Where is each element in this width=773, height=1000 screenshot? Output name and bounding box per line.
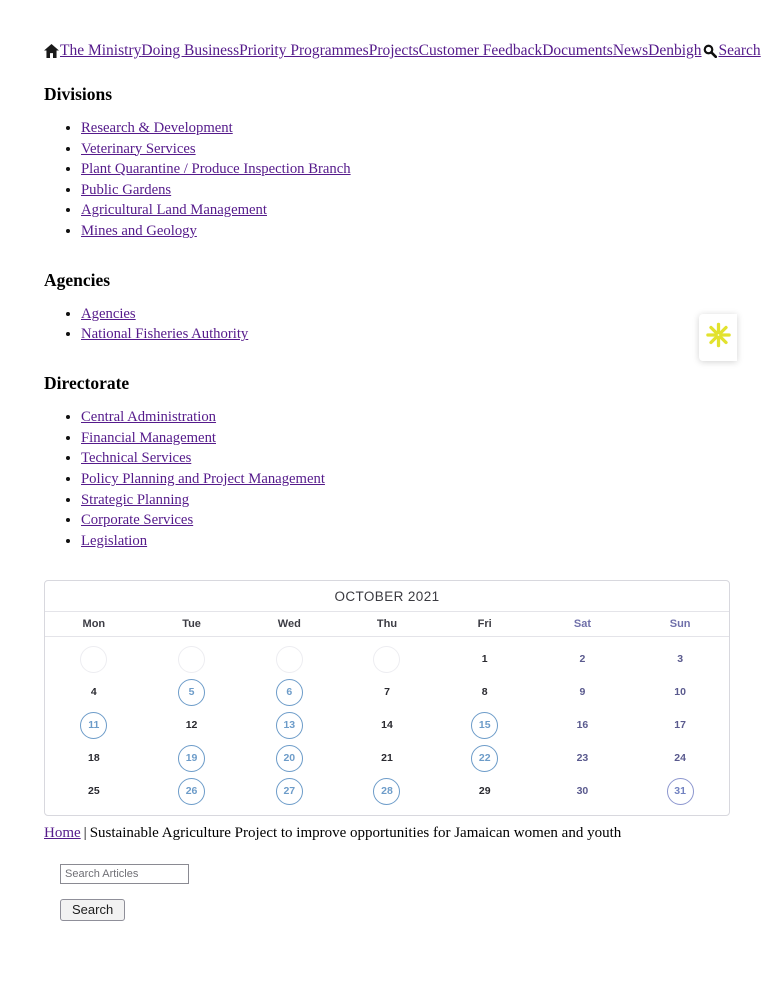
nav-link-projects[interactable]: Projects — [368, 42, 419, 59]
list-item — [81, 223, 730, 240]
calendar-day-25: 25 — [88, 785, 100, 798]
sections — [44, 84, 730, 550]
calendar-cell — [338, 709, 436, 742]
calendar-day-7: 7 — [384, 686, 390, 699]
calendar-day-9: 9 — [579, 686, 586, 699]
calendar-cell — [240, 709, 338, 742]
calendar-cell — [240, 742, 338, 775]
calendar-day-4: 4 — [90, 686, 97, 699]
link-technical-services[interactable]: Technical Services — [81, 450, 192, 467]
link-policy-planning-and-project-management[interactable]: Policy Planning and Project Management — [81, 471, 325, 488]
calendar-cell — [631, 709, 729, 742]
nav-search-label: Search — [718, 42, 761, 59]
calendar-cell — [631, 775, 729, 808]
calendar-day-23: 23 — [576, 752, 589, 765]
calendar-day-10: 10 — [674, 686, 686, 699]
weekday-thu: Thu — [376, 617, 398, 630]
breadcrumb — [44, 825, 730, 842]
list-item — [81, 120, 730, 137]
search-icon — [703, 44, 717, 58]
section-title-divisions: Divisions — [44, 84, 113, 104]
calendar-cell — [436, 709, 534, 742]
calendar-cell — [534, 676, 632, 709]
calendar-day-event-26[interactable]: 26 — [178, 778, 205, 805]
breadcrumb-home-link[interactable]: Home — [44, 824, 81, 841]
calendar-cell — [436, 775, 534, 808]
nav-link-the-ministry[interactable]: The Ministry — [60, 42, 142, 59]
calendar-day-event-27[interactable]: 27 — [276, 778, 303, 805]
weekday-fri: Fri — [477, 617, 492, 630]
nav-search-link[interactable] — [703, 42, 761, 60]
search-button[interactable]: Search — [60, 899, 125, 921]
breadcrumb-title: Sustainable Agriculture Project to improve opportunities for Jamaican women and youth — [89, 824, 622, 841]
weekday-sun: Sun — [669, 617, 691, 630]
link-strategic-planning[interactable]: Strategic Planning — [81, 491, 190, 508]
calendar-cell — [45, 643, 143, 676]
weekday-mon: Mon — [82, 617, 106, 630]
calendar-cell — [240, 676, 338, 709]
calendar-week-row — [45, 742, 729, 775]
calendar-day-12: 12 — [185, 719, 198, 732]
calendar-day-empty — [373, 646, 400, 673]
link-plant-quarantine-produce-inspection-branch[interactable]: Plant Quarantine / Produce Inspection Branch — [81, 161, 351, 178]
calendar-day-3: 3 — [677, 653, 684, 666]
top-nav — [44, 42, 761, 60]
link-financial-management[interactable]: Financial Management — [81, 429, 216, 446]
link-veterinary-services[interactable]: Veterinary Services — [81, 140, 196, 157]
calendar-cell — [534, 775, 632, 808]
nav-link-denbigh[interactable]: Denbigh — [648, 42, 702, 59]
calendar-cell — [45, 676, 143, 709]
calendar-day-event-19[interactable]: 19 — [178, 745, 205, 772]
calendar-cell — [143, 742, 241, 775]
calendar-week-row — [45, 775, 729, 808]
calendar-cell — [338, 742, 436, 775]
article-search — [60, 864, 730, 921]
list-item — [81, 161, 730, 178]
calendar-cell — [338, 676, 436, 709]
list-item — [81, 512, 730, 529]
breadcrumb-separator: | — [83, 824, 87, 841]
calendar-cell — [143, 643, 241, 676]
search-articles-input[interactable] — [60, 864, 189, 884]
calendar-day-18: 18 — [88, 752, 100, 765]
calendar-cell — [45, 709, 143, 742]
list-item — [81, 492, 730, 509]
link-corporate-services[interactable]: Corporate Services — [81, 512, 194, 529]
list-item — [81, 202, 730, 219]
nav-link-news[interactable]: News — [612, 42, 649, 59]
calendar-cell — [436, 742, 534, 775]
weekday-wed: Wed — [277, 617, 301, 630]
calendar-cell — [631, 643, 729, 676]
calendar-day-14: 14 — [381, 719, 393, 732]
calendar-week-row — [45, 676, 729, 709]
calendar-day-event-31[interactable]: 31 — [667, 778, 694, 805]
list-item — [81, 326, 730, 343]
section-list-divisions — [44, 120, 730, 240]
calendar-day-21: 21 — [381, 752, 393, 765]
list-item — [81, 306, 730, 323]
calendar-cell — [338, 775, 436, 808]
calendar-cell — [534, 643, 632, 676]
calendar-day-8: 8 — [481, 686, 488, 699]
section-list-agencies — [44, 306, 730, 344]
calendar-cell — [143, 775, 241, 808]
weekday-tue: Tue — [182, 617, 201, 630]
calendar-day-empty — [178, 646, 205, 673]
weekday-sat: Sat — [573, 617, 591, 630]
calendar-cell — [45, 742, 143, 775]
nav-link-doing-business[interactable]: Doing Business — [141, 42, 240, 59]
calendar-day-event-13[interactable]: 13 — [276, 712, 303, 739]
list-item — [81, 182, 730, 199]
home-icon[interactable] — [44, 44, 59, 58]
list-item — [81, 409, 730, 426]
calendar-title: OCTOBER 2021 — [45, 581, 729, 612]
calendar-cell — [631, 676, 729, 709]
calendar-week-row — [45, 709, 729, 742]
calendar-day-2: 2 — [579, 653, 586, 666]
calendar-day-event-22[interactable]: 22 — [471, 745, 498, 772]
calendar-cell — [143, 676, 241, 709]
link-public-gardens[interactable]: Public Gardens — [81, 181, 172, 198]
calendar-day-16: 16 — [576, 719, 589, 732]
calendar-cell — [631, 742, 729, 775]
calendar-day-30: 30 — [576, 785, 589, 798]
calendar-cell — [534, 709, 632, 742]
calendar-day-empty — [80, 646, 107, 673]
nav-link-priority-programmes[interactable]: Priority Programmes — [239, 42, 369, 59]
list-item — [81, 141, 730, 158]
nav-links — [60, 42, 702, 60]
link-agricultural-land-management[interactable]: Agricultural Land Management — [81, 202, 267, 219]
calendar-day-event-15[interactable]: 15 — [471, 712, 498, 739]
list-item — [81, 533, 730, 550]
calendar-cell — [240, 775, 338, 808]
calendar-day-1: 1 — [481, 653, 488, 666]
nav-link-documents[interactable]: Documents — [542, 42, 613, 59]
calendar-cell — [45, 775, 143, 808]
calendar-day-event-11[interactable]: 11 — [80, 712, 107, 739]
list-item — [81, 430, 730, 447]
link-legislation[interactable]: Legislation — [81, 532, 148, 549]
calendar-cell — [240, 643, 338, 676]
calendar-cell — [436, 676, 534, 709]
nav-link-customer-feedback[interactable]: Customer Feedback — [418, 42, 543, 59]
section-title-agencies: Agencies — [44, 269, 111, 290]
calendar-cell — [534, 742, 632, 775]
section-list-directorate — [44, 409, 730, 549]
list-item — [81, 450, 730, 467]
calendar-cell — [338, 643, 436, 676]
calendar-grid — [45, 637, 729, 815]
section-title-directorate: Directorate — [44, 373, 130, 394]
calendar-week-row — [45, 643, 729, 676]
asterisk-flower-icon — [705, 321, 732, 354]
floating-widget-button[interactable] — [699, 314, 737, 361]
calendar-day-event-28[interactable]: 28 — [373, 778, 400, 805]
list-item — [81, 471, 730, 488]
calendar-cell — [143, 709, 241, 742]
link-mines-and-geology[interactable]: Mines and Geology — [81, 222, 197, 239]
link-research-development[interactable]: Research & Development — [81, 120, 233, 136]
calendar-day-empty — [276, 646, 303, 673]
calendar-cell — [436, 643, 534, 676]
calendar-day-24: 24 — [674, 752, 686, 765]
calendar-day-event-6[interactable]: 6 — [276, 679, 303, 706]
link-national-fisheries-authority[interactable]: National Fisheries Authority — [81, 326, 249, 343]
link-agencies[interactable]: Agencies — [81, 305, 136, 322]
calendar-day-event-5[interactable]: 5 — [178, 679, 205, 706]
calendar-day-event-20[interactable]: 20 — [276, 745, 303, 772]
event-calendar — [44, 580, 730, 816]
calendar-day-29: 29 — [478, 785, 491, 798]
link-central-administration[interactable]: Central Administration — [81, 409, 217, 426]
calendar-day-17: 17 — [674, 719, 686, 732]
calendar-weekday-row — [45, 612, 729, 637]
